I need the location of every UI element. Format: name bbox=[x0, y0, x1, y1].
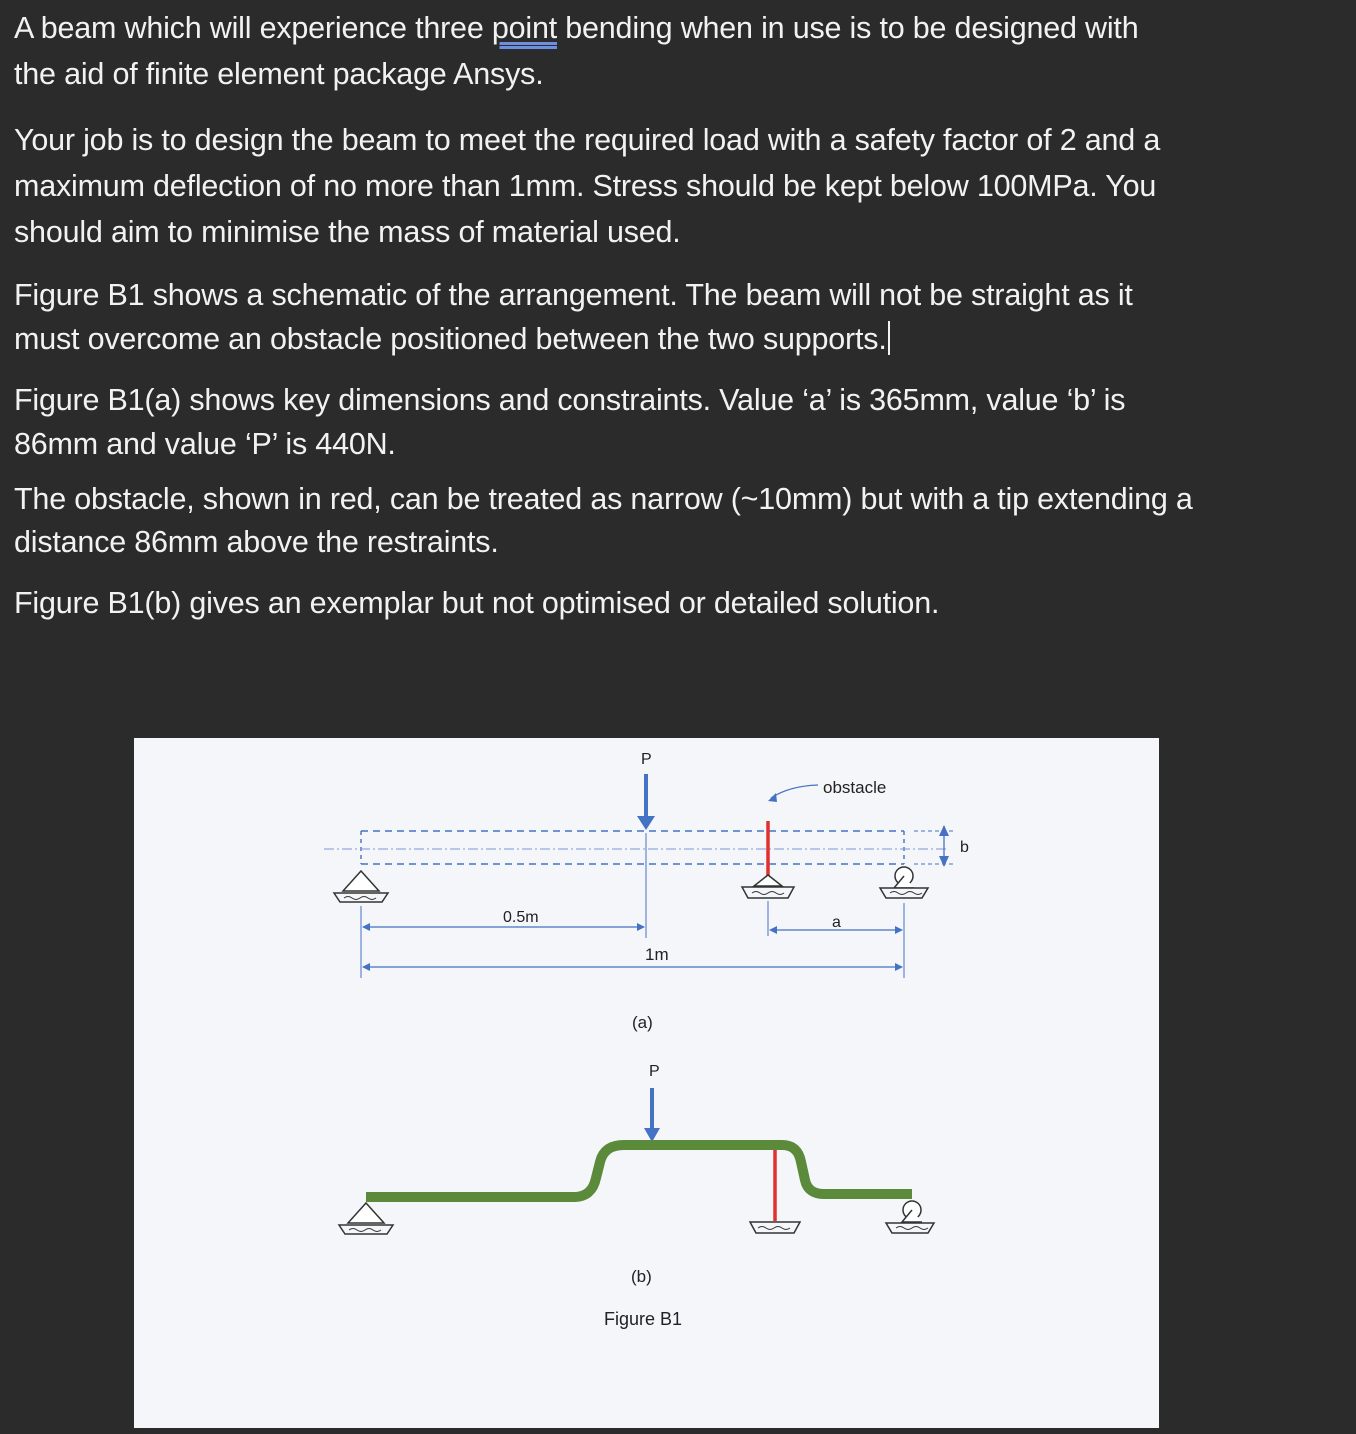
text-line: maximum deflection of no more than 1mm. Stress should be kept below 100MPa. You bbox=[14, 169, 1157, 203]
pin-support-left-a bbox=[334, 871, 388, 902]
paragraph-schematic bbox=[14, 273, 1133, 361]
figure-b1 bbox=[134, 738, 1159, 1428]
text-line: Figure B1 shows a schematic of the arrangement. The beam will not be straight as it bbox=[14, 278, 1133, 312]
text-line: distance 86mm above the restraints. bbox=[14, 525, 499, 559]
load-label-top: P bbox=[641, 751, 652, 768]
text-line: must overcome an obstacle positioned between the two supports. bbox=[14, 317, 1133, 361]
subfigure-b-label: (b) bbox=[631, 1267, 652, 1286]
text-line: should aim to minimise the mass of material used. bbox=[14, 215, 681, 249]
pin-support-mid-a bbox=[742, 875, 794, 898]
dimension-half-span-label: 0.5m bbox=[503, 909, 539, 926]
support-mid-b bbox=[750, 1222, 800, 1233]
text-line: Your job is to design the beam to meet the required load with a safety factor of 2 and a bbox=[14, 123, 1161, 157]
paragraph-requirements bbox=[14, 117, 1160, 255]
text-line: 86mm and value ‘P’ is 440N. bbox=[14, 427, 396, 461]
load-arrowhead-top bbox=[637, 816, 655, 830]
obstacle-pointer-head bbox=[768, 793, 777, 802]
text-line: A beam which will experience three point bending when in use is to be designed with bbox=[14, 11, 1139, 45]
paragraph-obstacle bbox=[14, 478, 1193, 564]
roller-support-right-a bbox=[880, 867, 928, 898]
dimension-a-label: a bbox=[832, 914, 841, 931]
text-line: Figure B1(b) gives an exemplar but not optimised or detailed solution. bbox=[14, 586, 940, 620]
text-line: the aid of finite element package Ansys. bbox=[14, 57, 544, 91]
extension-lines bbox=[361, 833, 904, 978]
pin-support-left-b bbox=[339, 1203, 393, 1234]
text-cursor bbox=[888, 321, 890, 355]
dimension-span-label: 1m bbox=[645, 945, 669, 964]
exemplar-beam bbox=[366, 1145, 912, 1197]
paragraph-exemplar bbox=[14, 580, 939, 626]
load-label-bottom: P bbox=[649, 1063, 660, 1080]
figure-diagram bbox=[134, 738, 1159, 1428]
obstacle-pointer bbox=[771, 785, 818, 798]
paragraph-intro bbox=[14, 5, 1138, 97]
text-line: The obstacle, shown in red, can be treated as narrow (~10mm) but with a tip extending a bbox=[14, 482, 1193, 516]
dimension-b bbox=[914, 825, 969, 867]
spellcheck-word[interactable]: point bbox=[491, 11, 557, 45]
dashed-envelope bbox=[361, 831, 904, 864]
dimension-b-label: b bbox=[960, 839, 969, 856]
figure-caption: Figure B1 bbox=[604, 1309, 683, 1329]
subfigure-a-label: (a) bbox=[632, 1013, 653, 1032]
obstacle-label: obstacle bbox=[823, 778, 887, 797]
load-arrowhead-bottom bbox=[644, 1128, 660, 1142]
paragraph-dimensions bbox=[14, 378, 1125, 466]
text-line: Figure B1(a) shows key dimensions and constraints. Value ‘a’ is 365mm, value ‘b’ is bbox=[14, 383, 1126, 417]
roller-support-right-b bbox=[886, 1201, 934, 1233]
